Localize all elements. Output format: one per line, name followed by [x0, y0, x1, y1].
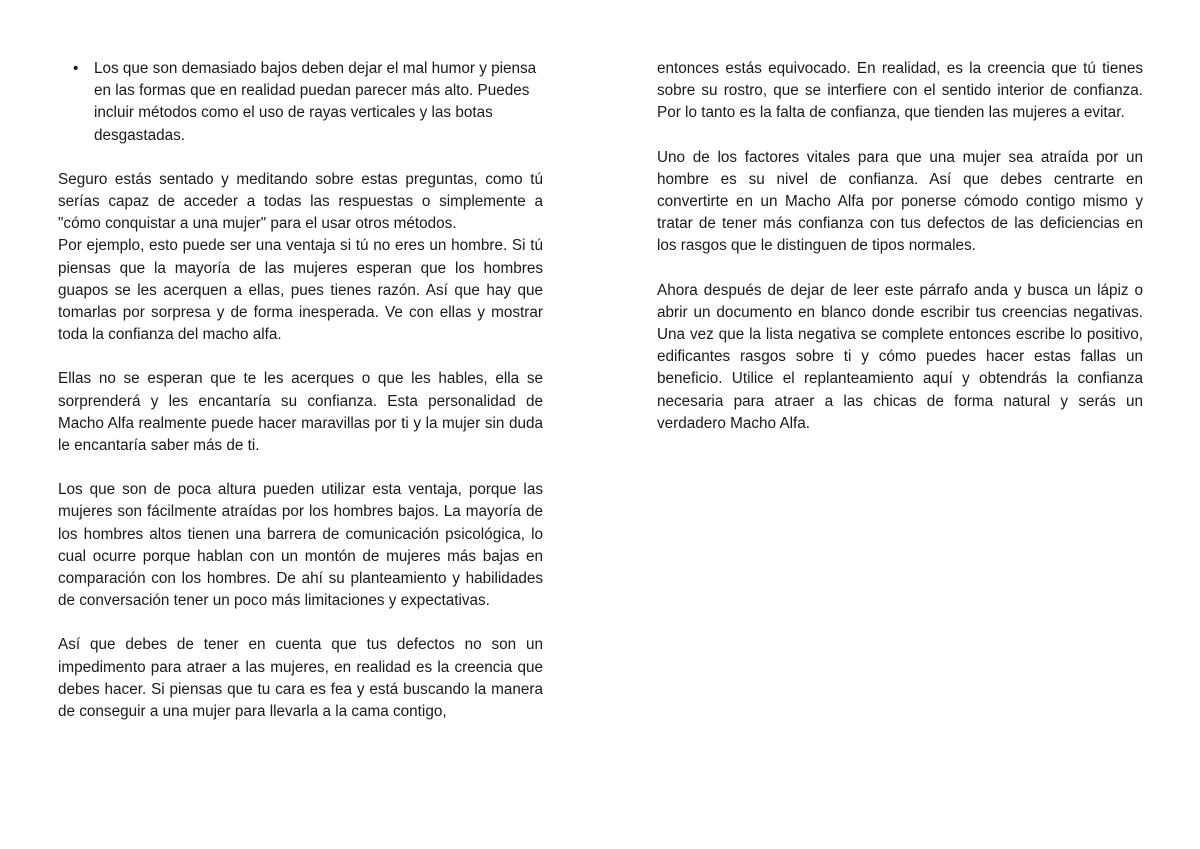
paragraph-line: Así que debes de tener en cuenta que tus defectos no son un impedimento para atraer a las mujeres, en realidad es la creencia que debes hacer. Si piensas que tu cara es fea y está buscando la manera de conseguir a una mujer para llevarla a la cama contigo,	[58, 636, 543, 721]
paragraph-2	[58, 368, 543, 457]
paragraph-4	[58, 634, 543, 723]
paragraph-line: entonces estás equivocado. En realidad, es la creencia que tú tienes sobre su rostro, que se interfiere con el sentido interior de confianza. Por lo tanto es la falta de confianza, que tienden las mujeres a evitar.	[657, 60, 1143, 122]
paragraph-3	[58, 479, 543, 612]
paragraph-line: Uno de los factores vitales para que una mujer sea atraída por un hombre es su nivel de confianza. Así que debes centrarte en convertirte en un Macho Alfa por ponerse cómodo contigo mismo y tratar de tener más confianza con tus defectos de las deficiencias en los rasgos que le distinguen de tipos normales.	[657, 148, 1143, 255]
bullet-list	[58, 58, 543, 147]
paragraph-6	[657, 147, 1143, 258]
paragraph-7	[657, 280, 1143, 435]
bullet-text: Los que son demasiado bajos deben dejar el mal humor y piensa en las formas que en realidad puedan parecer más alto. Puedes incluir métodos como el uso de rayas verticales y las botas desgastadas.	[94, 60, 537, 144]
paragraph-line: Los que son de poca altura pueden utilizar esta ventaja, porque las mujeres son fácilmente atraídas por los hombres bajos. La mayoría de los hombres altos tienen una barrera de comunicación psicológica, lo cual ocurre porque hablan con un montón de mujeres más bajas en comparación con los hombres. De ahí su planteamiento y habilidades de conversación tener un poco más limitaciones y expectativas.	[58, 481, 543, 610]
paragraph-line: Ellas no se esperan que te les acerques o que les hables, ella se sorprenderá y les encantaría su confianza. Esta personalidad de Macho Alfa realmente puede hacer maravillas por ti y la mujer sin duda le encantaría saber más de ti.	[58, 370, 543, 455]
paragraph-line: Ahora después de dejar de leer este párrafo anda y busca un lápiz o abrir un documento en blanco donde escribir tus creencias negativas. Una vez que la lista negativa se complete entonces escribe lo positivo, edificantes rasgos sobre ti y cómo puedes hacer estas fallas un beneficio. Utilice el replanteamiento aquí y obtendrás la confianza necesaria para atraer a las chicas de forma natural y serás un verdadero Macho Alfa.	[657, 281, 1143, 432]
paragraph-line: Por ejemplo, esto puede ser una ventaja si tú no eres un hombre. Si tú piensas que la mayoría de las mujeres esperan que los hombres guapos se les acerquen a ellas, pues tienes razón. Así que hay que tomarlas por sorpresa y de forma inesperada. Ve con ellas y mostrar toda la confianza del macho alfa.	[58, 237, 543, 344]
right-column	[657, 58, 1143, 457]
left-column	[58, 58, 543, 745]
paragraph-line: Seguro estás sentado y meditando sobre estas preguntas, como tú serías capaz de acceder a todas las respuestas o simplemente a "cómo conquistar a una mujer" para el usar otros métodos.	[58, 170, 543, 233]
paragraph-5	[657, 58, 1143, 125]
bullet-icon: •	[73, 60, 79, 77]
bullet-item	[58, 58, 543, 147]
paragraph-1	[58, 169, 543, 347]
